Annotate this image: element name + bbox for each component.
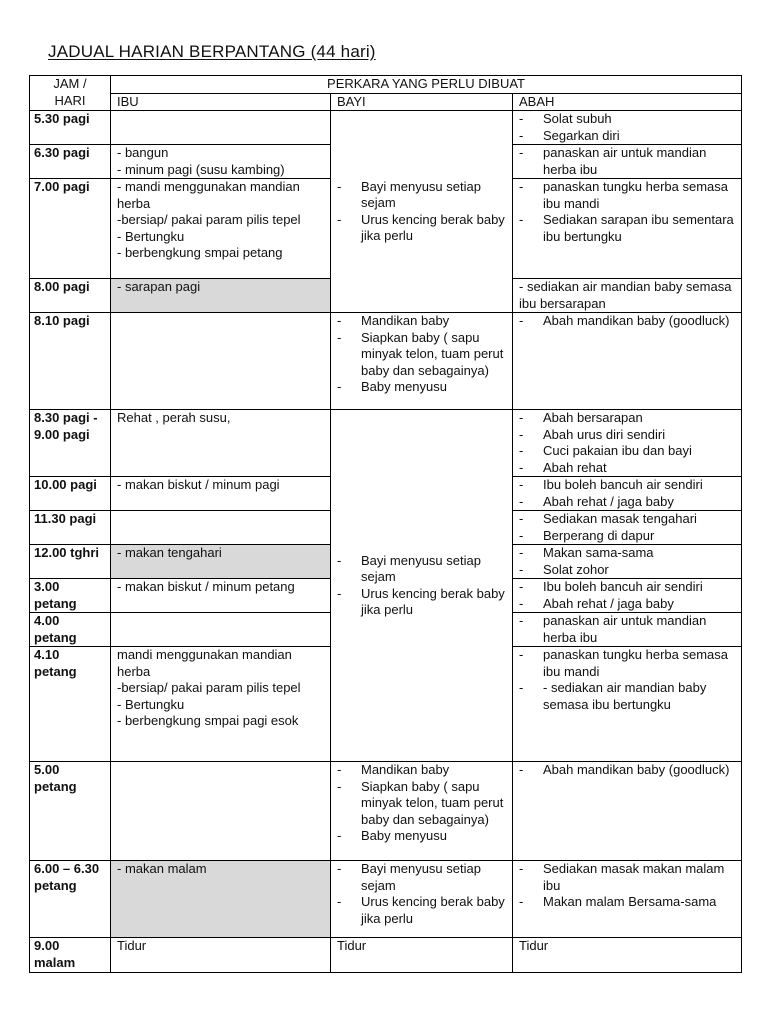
list-item: - Cuci pakaian ibu dan bayi: [519, 443, 735, 460]
list-item: - Abah rehat / jaga baby: [519, 494, 735, 511]
time-cell: 4.10 petang: [30, 647, 111, 762]
time-cell: 8.10 pagi: [30, 313, 111, 410]
header-bayi: BAYI: [331, 93, 513, 111]
text-line: - makan biskut / minum petang: [117, 579, 295, 594]
list-item: - Bayi menyusu setiap sejam: [337, 861, 506, 894]
dash-list: [519, 313, 735, 330]
time-cell: 7.00 pagi: [30, 179, 111, 279]
abah-cell: [513, 111, 742, 145]
dash-list: [519, 179, 735, 245]
dash-list: [519, 762, 735, 779]
list-item: - Ibu boleh bancuh air sendiri: [519, 579, 735, 596]
ibu-cell: [111, 410, 331, 477]
list-item: - Abah mandikan baby (goodluck): [519, 313, 735, 330]
abah-cell: [513, 613, 742, 647]
list-item: - Siapkan baby ( sapu minyak telon, tuam perut baby dan sebagainya): [337, 779, 506, 829]
list-item: - Abah rehat: [519, 460, 735, 477]
bayi-cell: [331, 111, 513, 313]
bayi-cell: [331, 762, 513, 861]
list-item: - Segarkan diri: [519, 128, 735, 145]
header-ibu: IBU: [111, 93, 331, 111]
page-title: JADUAL HARIAN BERPANTANG (44 hari): [48, 42, 376, 61]
list-item: - Solat subuh: [519, 111, 735, 128]
abah-cell: [513, 545, 742, 579]
list-item: - Siapkan baby ( sapu minyak telon, tuam perut baby dan sebagainya): [337, 330, 506, 380]
table-row: [30, 762, 742, 861]
ibu-cell: [111, 861, 331, 938]
list-item: - Baby menyusu: [337, 379, 506, 396]
dash-list: [519, 111, 735, 144]
ibu-cell: [111, 313, 331, 410]
text-line: - Bertungku: [117, 228, 185, 244]
text-line: JAM /: [53, 76, 87, 91]
ibu-cell: [111, 279, 331, 313]
ibu-cell: [111, 179, 331, 279]
bayi-cell: [331, 861, 513, 938]
text-line: - berbengkung smpai pagi esok: [117, 713, 299, 728]
dash-list: [519, 145, 735, 178]
list-item: - Abah urus diri sendiri: [519, 427, 735, 444]
list-item: - Mandikan baby: [337, 313, 506, 330]
text-line: - Bertungku: [117, 696, 185, 712]
bayi-cell: [331, 410, 513, 762]
time-cell: 12.00 tghri: [30, 545, 111, 579]
time-cell: 9.00 malam: [30, 938, 111, 973]
list-item: - Solat zohor: [519, 562, 735, 579]
header-abah: ABAH: [513, 93, 742, 111]
list-item: - Urus kencing berak baby jika perlu: [337, 212, 506, 245]
list-item: - Abah mandikan baby (goodluck): [519, 762, 735, 779]
dash-list: [337, 313, 506, 396]
abah-cell: - sediakan air mandian baby semasa ibu bersarapan: [513, 279, 742, 313]
text-line: - berbengkung smpai petang: [117, 245, 283, 260]
list-item: - Urus kencing berak baby jika perlu: [337, 894, 506, 927]
abah-cell: [513, 179, 742, 279]
text-line: -bersiap/ pakai param pilis tepel: [117, 680, 301, 695]
text-line: - bangun: [117, 145, 169, 160]
time-cell: 5.30 pagi: [30, 111, 111, 145]
list-item: - Baby menyusu: [337, 828, 506, 845]
list-item: - Bayi menyusu setiap sejam: [337, 179, 506, 212]
list-item: - panaskan tungku herba semasa ibu mandi: [519, 179, 735, 212]
list-item: - Makan malam Bersama-sama: [519, 894, 735, 911]
text-line: - makan biskut / minum pagi: [117, 477, 280, 492]
time-cell: 11.30 pagi: [30, 511, 111, 545]
header-row: [30, 93, 742, 111]
list-item: - Mandikan baby: [337, 762, 506, 779]
table-row: [30, 861, 742, 938]
table-row: [30, 313, 742, 410]
time-cell: 6.30 pagi: [30, 145, 111, 179]
list-item: - Sediakan sarapan ibu sementara ibu bertungku: [519, 212, 735, 245]
abah-cell: [513, 762, 742, 861]
dash-list: [519, 647, 735, 713]
ibu-cell: [111, 545, 331, 579]
abah-cell: [513, 511, 742, 545]
ibu-cell: [111, 145, 331, 179]
ibu-cell: [111, 762, 331, 861]
list-item: - panaskan air untuk mandian herba ibu: [519, 145, 735, 178]
text-line: - minum pagi (susu kambing): [117, 161, 285, 177]
time-cell: 3.00 petang: [30, 579, 111, 613]
list-item: - Berperang di dapur: [519, 528, 735, 545]
ibu-cell: [111, 647, 331, 762]
text-line: mandi menggunakan mandian herba: [117, 647, 292, 679]
header-jam-hari: [30, 76, 111, 111]
text-line: - mandi menggunakan mandian herba: [117, 179, 300, 211]
time-cell: 8.30 pagi - 9.00 pagi: [30, 410, 111, 477]
list-item: - Bayi menyusu setiap sejam: [337, 553, 506, 586]
header-row: [30, 76, 742, 94]
bayi-cell: [331, 313, 513, 410]
dash-list: [519, 861, 735, 911]
text-line: Tidur: [117, 938, 147, 953]
dash-list: [519, 477, 735, 510]
list-item: - Urus kencing berak baby jika perlu: [337, 586, 506, 619]
dash-list: [519, 410, 735, 476]
list-item: - Abah rehat / jaga baby: [519, 596, 735, 613]
time-cell: 4.00 petang: [30, 613, 111, 647]
dash-list: [337, 861, 506, 927]
abah-cell: Tidur: [513, 938, 742, 973]
ibu-cell: [111, 511, 331, 545]
dash-list: [519, 613, 735, 646]
text-line: HARI: [54, 92, 86, 108]
schedule-table: [29, 75, 742, 973]
table-row: [30, 111, 742, 145]
text-line: Rehat , perah susu,: [117, 410, 231, 425]
text-line: - sarapan pagi: [117, 279, 201, 294]
list-item: - Ibu boleh bancuh air sendiri: [519, 477, 735, 494]
abah-cell: [513, 313, 742, 410]
table-row: [30, 938, 742, 973]
list-item: - Makan sama-sama: [519, 545, 735, 562]
dash-list: [519, 545, 735, 578]
abah-cell: [513, 145, 742, 179]
list-item: - Sediakan masak makan malam ibu: [519, 861, 735, 894]
time-cell: 10.00 pagi: [30, 477, 111, 511]
text-line: - makan malam: [117, 861, 207, 876]
dash-list: [519, 511, 735, 544]
dash-list: [337, 553, 506, 619]
time-cell: 5.00 petang: [30, 762, 111, 861]
abah-cell: [513, 410, 742, 477]
time-cell: 8.00 pagi: [30, 279, 111, 313]
text-line: -bersiap/ pakai param pilis tepel: [117, 212, 301, 227]
text-line: - makan tengahari: [117, 545, 222, 560]
abah-cell: [513, 861, 742, 938]
list-item: - panaskan tungku herba semasa ibu mandi: [519, 647, 735, 680]
abah-cell: [513, 579, 742, 613]
time-cell: 6.00 – 6.30 petang: [30, 861, 111, 938]
abah-cell: [513, 477, 742, 511]
dash-list: [337, 179, 506, 245]
dash-list: [337, 762, 506, 845]
table-row: [30, 410, 742, 477]
ibu-cell: [111, 477, 331, 511]
ibu-cell: [111, 613, 331, 647]
abah-cell: [513, 647, 742, 762]
ibu-cell: [111, 579, 331, 613]
list-item: - Abah bersarapan: [519, 410, 735, 427]
list-item: - Sediakan masak tengahari: [519, 511, 735, 528]
header-perkara: PERKARA YANG PERLU DIBUAT: [111, 76, 742, 94]
list-item: - - sediakan air mandian baby semasa ibu bertungku: [519, 680, 735, 713]
ibu-cell: [111, 938, 331, 973]
bayi-cell: Tidur: [331, 938, 513, 973]
ibu-cell: [111, 111, 331, 145]
dash-list: [519, 579, 735, 612]
list-item: - panaskan air untuk mandian herba ibu: [519, 613, 735, 646]
